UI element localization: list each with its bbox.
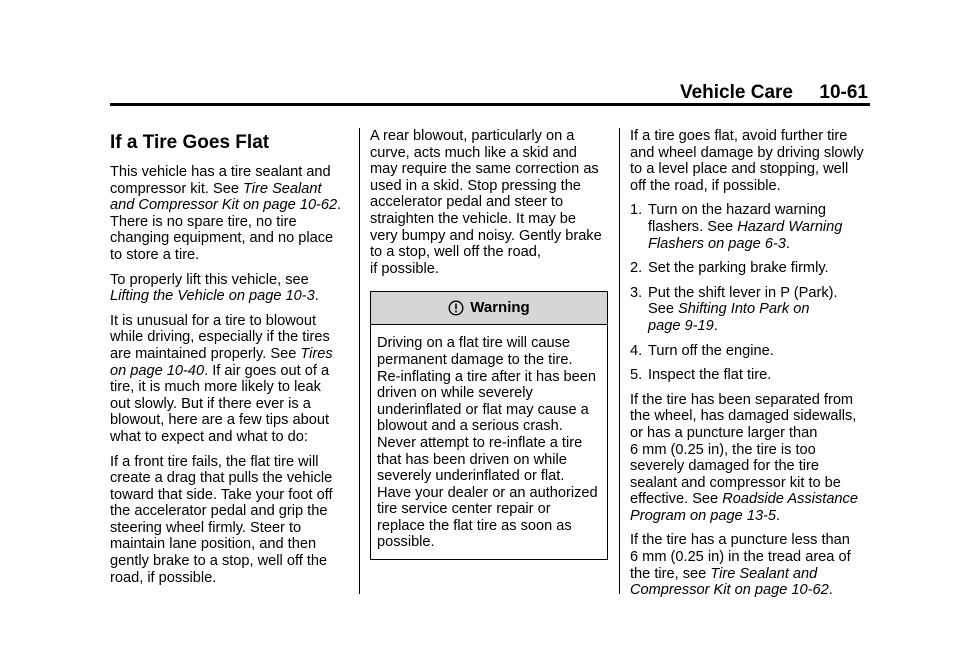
column-divider (619, 128, 620, 594)
column-1 (110, 128, 350, 594)
cross-reference: Hazard Warning Flashers on page 6-3 (648, 218, 843, 252)
warning-header (371, 292, 607, 325)
paragraph: If a tire goes flat, avoid further tire and wheel damage by driving slowly to a level place and stopping, well off the road, if possible. (630, 128, 864, 194)
step-text-part: Set the parking brake firmly. (648, 260, 829, 277)
step-number: 5. (630, 367, 643, 384)
section-heading: If a Tire Goes Flat (110, 132, 270, 153)
paragraph-text: . (828, 582, 833, 599)
paragraph-text: To properly lift this vehicle, see (110, 271, 309, 288)
paragraph: If a front tire fails, the flat tire will create a drag that pulls the vehicle toward that side. Take your foot off the accelerator pedal and grip the steering wheel firmly. Steer to maintain lane position, and then gently brake to a stop, well off the road, if possible. (110, 453, 333, 586)
paragraph (630, 392, 876, 525)
cross-reference: Tire Sealant and Compressor Kit on page 10-62 (110, 180, 338, 214)
step-text (648, 285, 838, 335)
step-text (648, 202, 842, 252)
step-text-part: . (713, 317, 718, 334)
paragraph-text: . There is no spare tire, no tire changing equipment, and no place to store a tire. (110, 197, 342, 263)
paragraph (110, 272, 350, 305)
step-list (630, 202, 876, 383)
list-item (630, 285, 876, 335)
warning-box (370, 291, 608, 560)
paragraph-text: If the tire has a puncture less than 6 mm (0.25 in) in the tread area of the tire, see (630, 532, 851, 582)
step-text-part: . (785, 235, 790, 252)
paragraph (110, 164, 350, 264)
cross-reference: Lifting the Vehicle on page 10-3 (110, 288, 315, 305)
cross-reference: Tire Sealant and Compressor Kit on page 10-62 (630, 565, 829, 599)
step-number: 1. (630, 202, 643, 219)
paragraph-text: . If air goes out of a tire, it is much more likely to leak out slowly. But if there ever is a blowout, here are a few tips about what to expect and what to do: (110, 362, 330, 445)
step-number: 3. (630, 284, 643, 301)
column-2 (370, 128, 610, 560)
step-text (648, 367, 771, 384)
paragraph-text: It is unusual for a tire to blowout while driving, especially if the tires are maintained properly. See (110, 312, 330, 362)
step-text-part: Put the shift lever in P (Park). See (648, 284, 838, 318)
cross-reference: Shifting Into Park on page 9-19 (648, 301, 810, 334)
step-text (648, 343, 774, 360)
column-3 (630, 128, 876, 607)
paragraph: A rear blowout, particularly on a curve, acts much like a skid and may require the same correction as used in a skid. Stop pressing the accelerator pedal and steer to straighten the vehicle. It may be very bumpy and noisy. Gently brake to a stop, well off the road, if possible. (370, 128, 602, 277)
header-section: Vehicle Care (679, 82, 793, 103)
paragraph-text: This vehicle has a tire sealant and compressor kit. See (110, 164, 331, 197)
warning-title: Warning (470, 299, 530, 317)
step-text-part: Turn on the hazard warning flashers. See (648, 202, 826, 235)
warning-icon (448, 300, 464, 316)
step-text-part: Inspect the flat tire. (648, 367, 772, 384)
list-item (630, 260, 876, 277)
list-item (630, 202, 876, 252)
cross-reference: Tires on page 10-40 (110, 345, 333, 379)
paragraph (630, 532, 876, 598)
step-text (648, 260, 829, 277)
list-item (630, 343, 876, 360)
step-number: 2. (630, 260, 643, 277)
column-divider (359, 128, 360, 594)
list-item (630, 367, 876, 384)
paragraph-text: . (776, 507, 781, 524)
header-page-number: 10-61 (819, 82, 868, 103)
paragraph-text: If the tire has been separated from the wheel, has damaged sidewalls, or has a puncture larger than 6 mm (0.25 in), the tire is too severely damaged for the tire sealant and compressor kit to be effective. See (630, 391, 857, 508)
warning-body: Driving on a flat tire will cause permanent damage to the tire. Re-inflating a tire after it has been driven on while severely underinflated or flat may cause a blowout and a serious crash. Never attempt to re-inflate a tire that has been driven on while severely underinflated or flat. Have your dealer or an authorized tire service center repair or replace the flat tire as soon as possible. (377, 335, 598, 551)
cross-reference: Roadside Assistance Program on page 13-5 (630, 491, 858, 524)
running-header (110, 82, 868, 104)
step-text-part: Turn off the engine. (648, 342, 774, 359)
step-number: 4. (630, 342, 643, 359)
paragraph-text: . (314, 288, 319, 305)
header-rule (110, 103, 870, 106)
paragraph (110, 313, 350, 446)
